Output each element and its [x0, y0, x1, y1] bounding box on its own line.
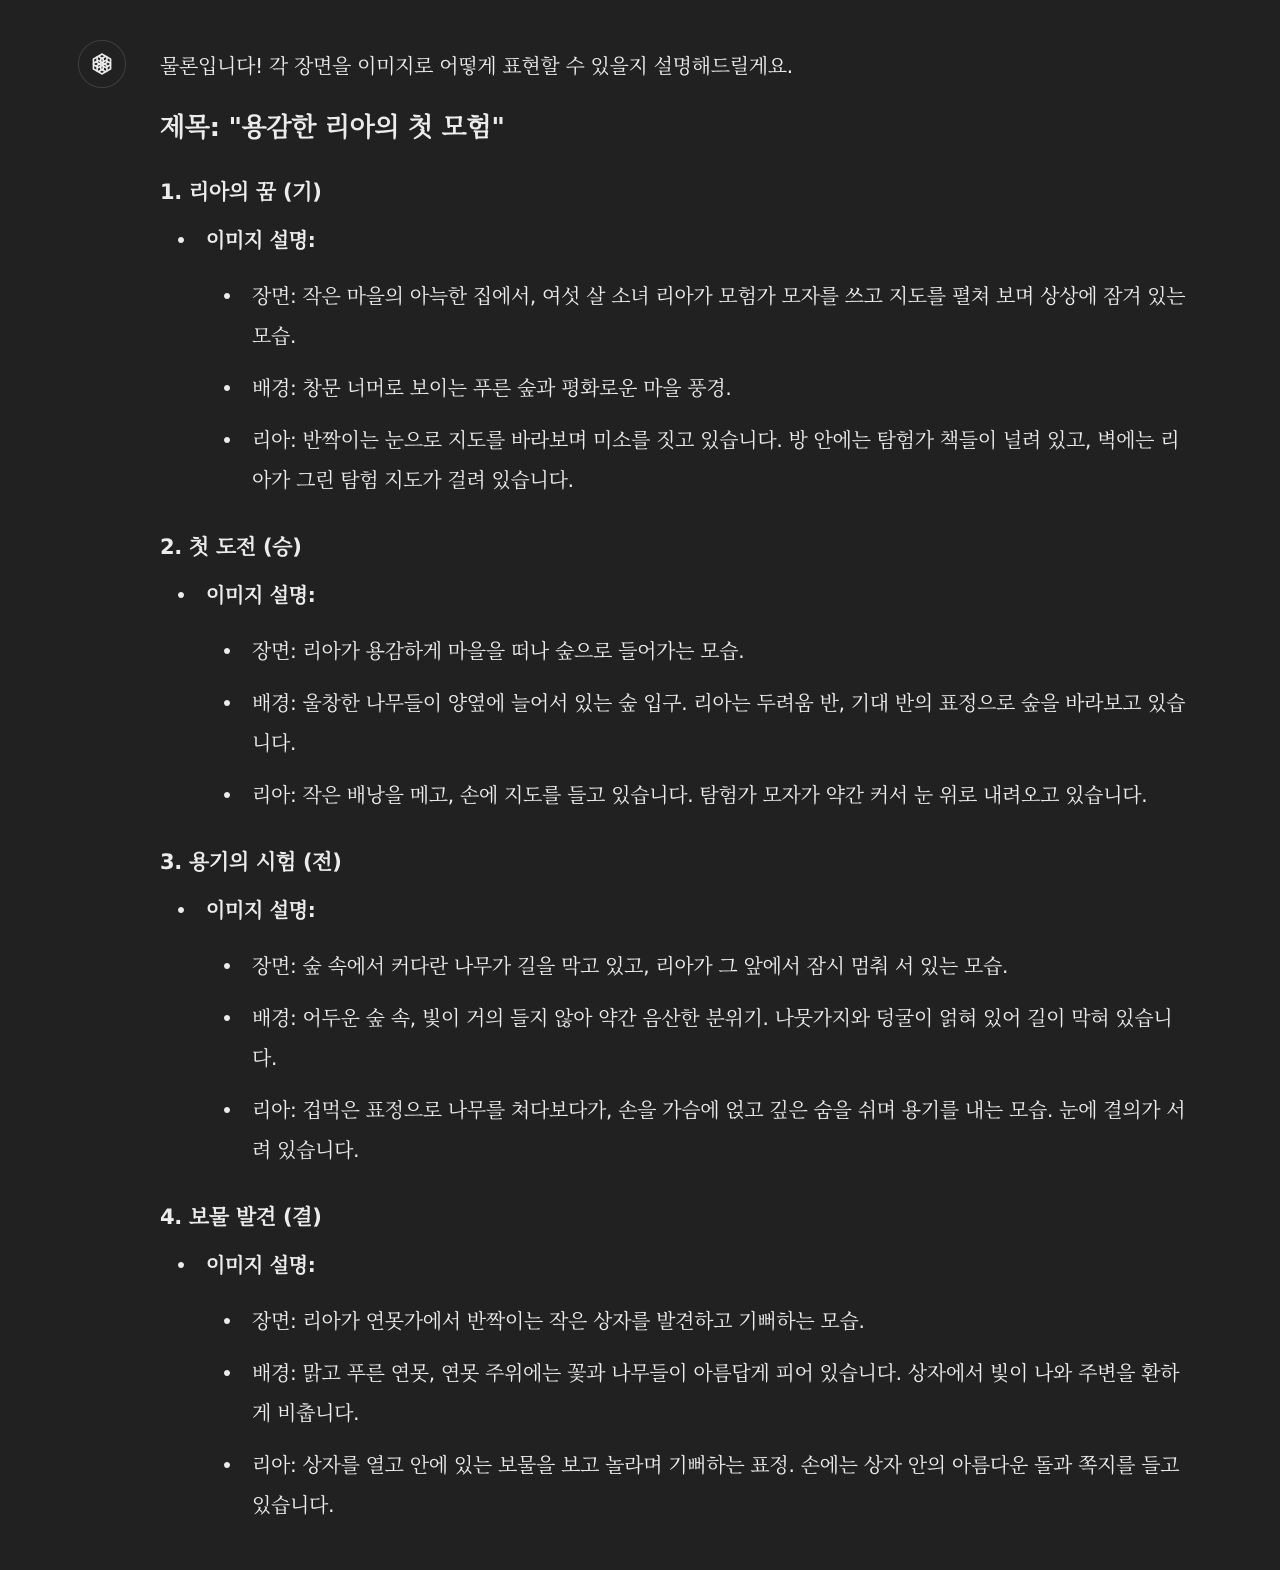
section-3: [160, 842, 1220, 1170]
list-item: [206, 1353, 1192, 1433]
bullet-icon: [224, 1107, 230, 1113]
item-text: 배경: 창문 너머로 보이는 푸른 숲과 평화로운 마을 풍경.: [252, 376, 732, 400]
item-text: 리아: 작은 배낭을 메고, 손에 지도를 들고 있습니다. 탐험가 모자가 약간 커서 눈 위로 내려오고 있습니다.: [252, 783, 1148, 807]
list-item: [206, 420, 1192, 500]
bullet-icon: [178, 907, 184, 913]
item-text: 리아: 반짝이는 눈으로 지도를 바라보며 미소를 짓고 있습니다. 방 안에는 탐험가 책들이 널려 있고, 벽에는 리아가 그린 탐험 지도가 걸려 있습니다.: [252, 428, 1180, 492]
section-list: [160, 575, 1220, 815]
bullet-icon: [224, 385, 230, 391]
description-list: [206, 631, 1220, 815]
list-item: [206, 1445, 1192, 1525]
section-list: [160, 220, 1220, 500]
bullet-icon: [178, 237, 184, 243]
list-item: [206, 1090, 1192, 1170]
list-item: [206, 946, 1192, 986]
intro-text: 물론입니다! 각 장면을 이미지로 어떻게 표현할 수 있을지 설명해드릴게요.: [160, 54, 793, 78]
section-heading: 1. 리아의 꿈 (기): [160, 180, 322, 204]
bullet-icon: [224, 1462, 230, 1468]
list-item: [206, 631, 1192, 671]
assistant-avatar: [78, 40, 126, 88]
list-item: [160, 890, 1220, 1170]
bullet-icon: [224, 963, 230, 969]
section-heading: 4. 보물 발견 (결): [160, 1205, 322, 1229]
list-item: [206, 1301, 1192, 1341]
item-text: 장면: 숲 속에서 커다란 나무가 길을 막고 있고, 리아가 그 앞에서 잠시 멈춰 서 있는 모습.: [252, 954, 1009, 978]
bullet-icon: [224, 293, 230, 299]
item-text: 배경: 어두운 숲 속, 빛이 거의 들지 않아 약간 음산한 분위기. 나뭇가지와 덩굴이 얽혀 있어 길이 막혀 있습니다.: [252, 1006, 1173, 1070]
image-description-label: 이미지 설명:: [206, 898, 316, 922]
item-text: 리아: 상자를 열고 안에 있는 보물을 보고 놀라며 기뻐하는 표정. 손에는 상자 안의 아름다운 돌과 쪽지를 들고 있습니다.: [252, 1453, 1180, 1517]
section-2: [160, 527, 1220, 815]
description-list: [206, 946, 1220, 1170]
item-text: 배경: 울창한 나무들이 양옆에 늘어서 있는 숲 입구. 리아는 두려움 반, 기대 반의 표정으로 숲을 바라보고 있습니다.: [252, 691, 1186, 755]
bullet-icon: [224, 648, 230, 654]
bullet-icon: [178, 1262, 184, 1268]
item-text: 장면: 작은 마을의 아늑한 집에서, 여섯 살 소녀 리아가 모험가 모자를 쓰고 지도를 펼쳐 보며 상상에 잠겨 있는 모습.: [252, 284, 1186, 348]
openai-logo-icon: [88, 50, 116, 78]
item-text: 배경: 맑고 푸른 연못, 연못 주위에는 꽃과 나무들이 아름답게 피어 있습니다. 상자에서 빛이 나와 주변을 환하게 비춥니다.: [252, 1361, 1180, 1425]
message-content: [160, 46, 1220, 1537]
section-list: [160, 1245, 1220, 1525]
bullet-icon: [224, 700, 230, 706]
item-text: 리아: 겁먹은 표정으로 나무를 쳐다보다가, 손을 가슴에 얹고 깊은 숨을 쉬며 용기를 내는 모습. 눈에 결의가 서려 있습니다.: [252, 1098, 1186, 1162]
list-item: [206, 368, 1192, 408]
list-item: [206, 998, 1192, 1078]
bullet-icon: [224, 437, 230, 443]
list-item: [160, 1245, 1220, 1525]
description-list: [206, 276, 1220, 500]
section-heading: 2. 첫 도전 (승): [160, 535, 302, 559]
image-description-label: 이미지 설명:: [206, 1253, 316, 1277]
item-text: 장면: 리아가 용감하게 마을을 떠나 숲으로 들어가는 모습.: [252, 639, 745, 663]
story-title: 제목: "용감한 리아의 첫 모험": [160, 113, 505, 143]
bullet-icon: [224, 1015, 230, 1021]
bullet-icon: [224, 792, 230, 798]
bullet-icon: [224, 1318, 230, 1324]
item-text: 장면: 리아가 연못가에서 반짝이는 작은 상자를 발견하고 기뻐하는 모습.: [252, 1309, 865, 1333]
list-item: [160, 220, 1220, 500]
list-item: [206, 683, 1192, 763]
bullet-icon: [178, 592, 184, 598]
description-list: [206, 1301, 1220, 1525]
section-heading: 3. 용기의 시험 (전): [160, 850, 342, 874]
section-1: [160, 172, 1220, 500]
section-list: [160, 890, 1220, 1170]
section-4: [160, 1197, 1220, 1525]
list-item: [160, 575, 1220, 815]
list-item: [206, 276, 1192, 356]
image-description-label: 이미지 설명:: [206, 583, 316, 607]
image-description-label: 이미지 설명:: [206, 228, 316, 252]
list-item: [206, 775, 1192, 815]
bullet-icon: [224, 1370, 230, 1376]
